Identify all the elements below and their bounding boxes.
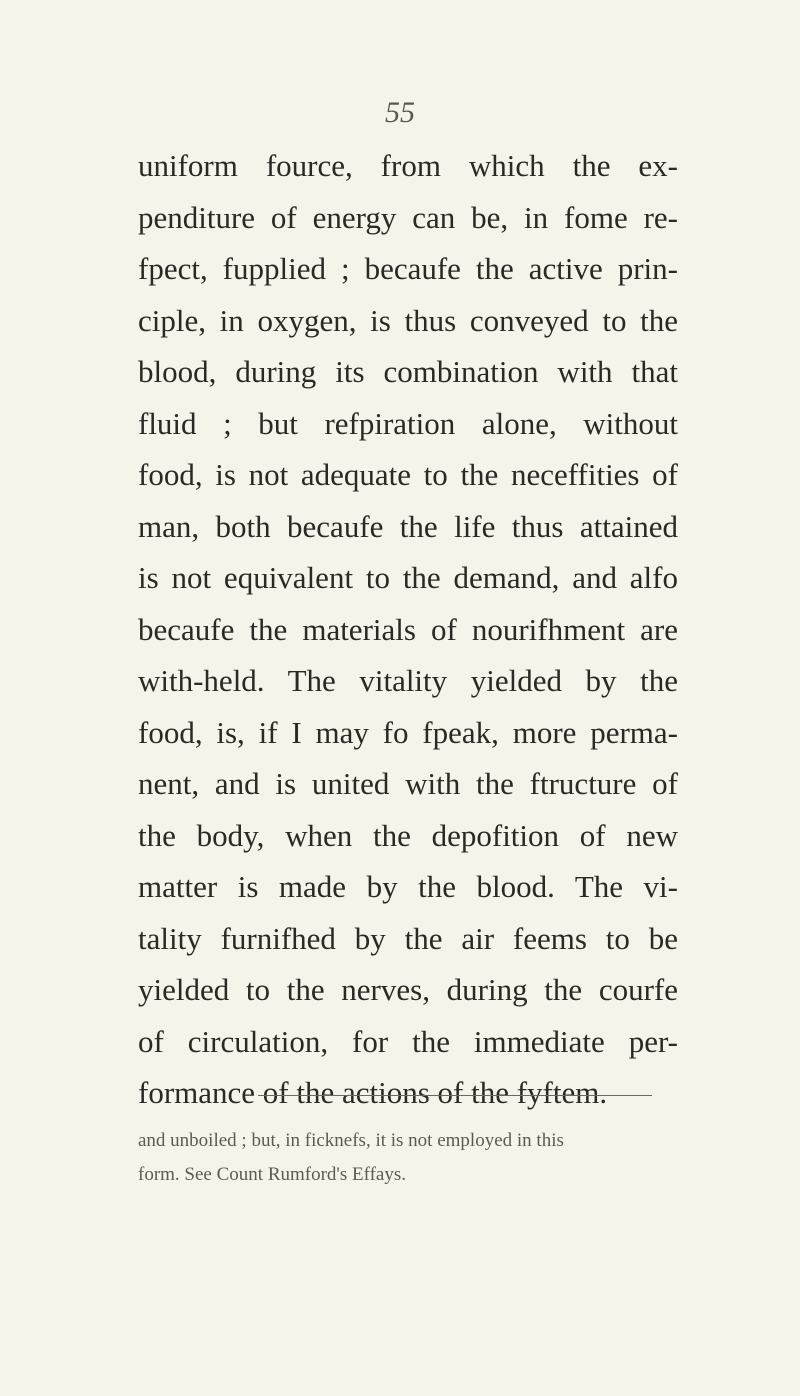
text-line: with-held. The vitality yielded by the (138, 663, 678, 698)
text-line: becaufe the materials of nourifhment are (138, 611, 678, 647)
text-line: penditure of energy can be, in fome re- (138, 199, 678, 235)
text-line: is not equivalent to the demand, and alfo (138, 560, 678, 595)
body-text (138, 140, 678, 1119)
page-number: 55 (385, 96, 415, 129)
text-line: food, is not adequate to the neceffities of (138, 457, 678, 492)
text-line: ciple, in oxygen, is thus conveyed to the (138, 302, 678, 338)
footnote-divider (258, 1095, 652, 1096)
text-line: blood, during its combination with that (138, 354, 678, 389)
footnote-line: and unboiled ; but, in ficknefs, it is not employed in this (138, 1130, 564, 1151)
text-line: food, is, if I may fo fpeak, more perma- (138, 714, 678, 750)
text-line: uniform fource, from which the ex- (138, 148, 678, 183)
text-line: tality furnifhed by the air feems to be (138, 920, 678, 956)
text-line: of circulation, for the immediate per- (138, 1023, 678, 1059)
text-line: fluid ; but refpiration alone, without (138, 405, 678, 441)
text-line: yielded to the nerves, during the courfe (138, 972, 678, 1007)
text-line: formance of the actions of the fyftem. (138, 1075, 608, 1110)
text-line: fpect, fupplied ; becaufe the active prin- (138, 251, 678, 286)
text-line: nent, and is united with the ftructure of (138, 766, 678, 801)
footnote (138, 1124, 678, 1192)
footnote-line: form. See Count Rumford's Effays. (138, 1164, 406, 1185)
text-line: the body, when the depofition of new (138, 817, 678, 853)
text-line: man, both becaufe the life thus attained (138, 508, 678, 544)
text-line: matter is made by the blood. The vi- (138, 869, 678, 904)
